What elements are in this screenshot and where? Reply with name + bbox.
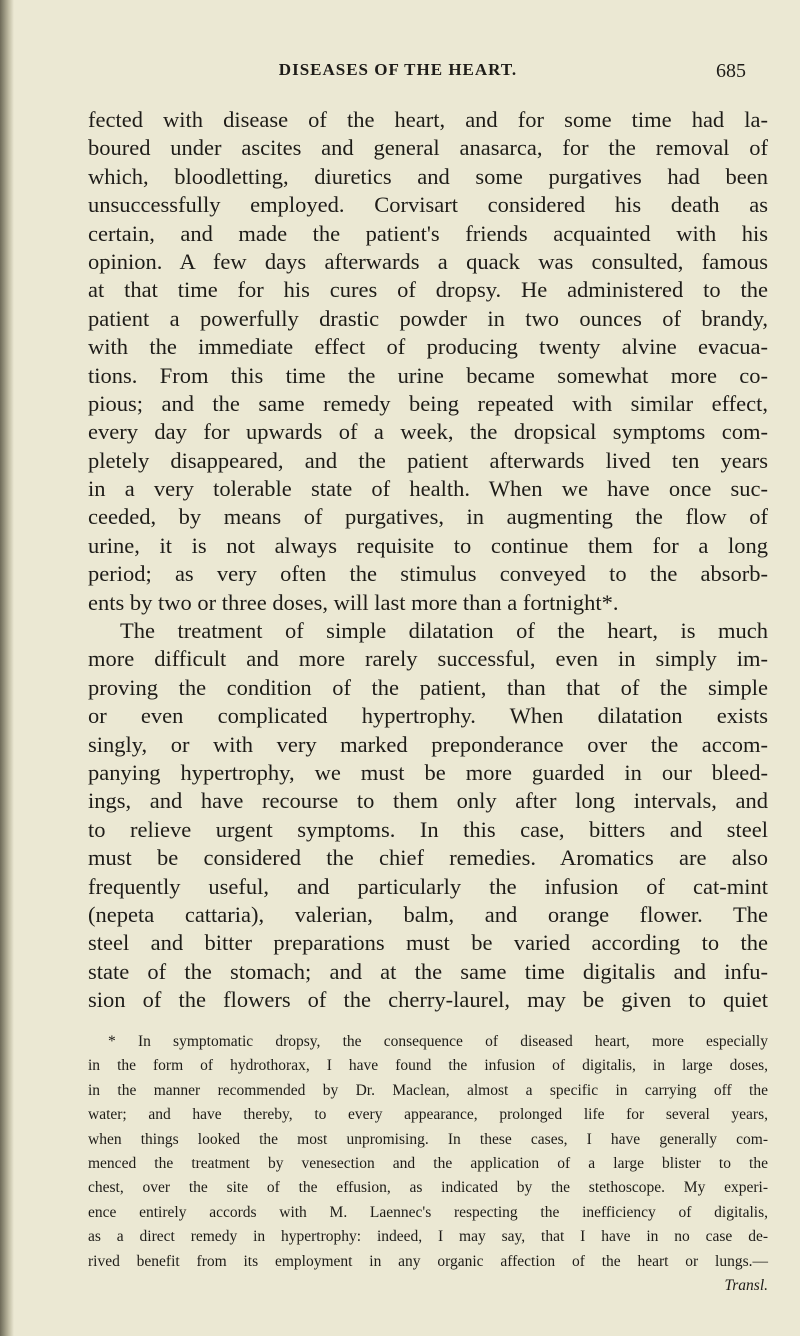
text-line: The treatment of simple dilatation of the heart, is much [120, 618, 768, 644]
text-line: ings, and have recourse to them only after long intervals, and [88, 788, 768, 814]
text-line: opinion. A few days afterwards a quack was consulted, famous [88, 248, 768, 274]
footnote-line: in the form of hydrothorax, I have found the infusion of digitalis, in large doses, [88, 1057, 768, 1075]
footnote-line: rived benefit from its employment in any organic affection of the heart or lungs.— [88, 1252, 768, 1270]
text-line: urine, it is not always requisite to continue them for a long [88, 532, 768, 558]
text-line: patient a powerfully drastic powder in two ounces of brandy, [88, 305, 768, 331]
text-line: in a very tolerable state of health. When we have once suc- [88, 476, 768, 502]
text-line: pletely disappeared, and the patient afterwards lived ten years [88, 447, 768, 473]
footnote-line: menced the treatment by venesection and the application of a large blister to the [88, 1154, 768, 1172]
body-text [88, 106, 768, 1015]
text-line: unsuccessfully employed. Corvisart considered his death as [88, 192, 768, 218]
text-line: steel and bitter preparations must be varied according to the [88, 930, 768, 956]
text-line: pious; and the same remedy being repeated with similar effect, [88, 390, 768, 416]
footnote [88, 1030, 768, 1298]
text-line: period; as very often the stimulus conveyed to the absorb- [88, 561, 768, 587]
footnote-line: when things looked the most unpromising. In these cases, I have generally com- [88, 1130, 768, 1148]
text-line: or even complicated hypertrophy. When dilatation exists [88, 703, 768, 729]
text-line: at that time for his cures of dropsy. He administered to the [88, 277, 768, 303]
text-line: with the immediate effect of producing twenty alvine evacua- [88, 334, 768, 360]
footnote-line: water; and have thereby, to every appearance, prolonged life for several years, [88, 1106, 768, 1124]
text-line: singly, or with very marked preponderance over the accom- [88, 731, 768, 757]
text-line: which, bloodletting, diuretics and some purgatives had been [88, 163, 768, 189]
text-line: more difficult and more rarely successful, even in simply im- [88, 646, 768, 672]
text-line: fected with disease of the heart, and for some time had la- [88, 107, 768, 132]
footnote-line: chest, over the site of the effusion, as indicated by the stethoscope. My experi- [88, 1179, 768, 1197]
running-title: DISEASES OF THE HEART. [278, 60, 518, 79]
text-line: ceeded, by means of purgatives, in augmenting the flow of [88, 504, 768, 530]
footnote-line: * In symptomatic dropsy, the consequence of diseased heart, more especially [108, 1033, 768, 1050]
text-line: tions. From this time the urine became somewhat more co- [88, 362, 768, 388]
text-line: sion of the flowers of the cherry-laurel, may be given to quiet [88, 987, 768, 1013]
text-line: proving the condition of the patient, than that of the simple [88, 674, 768, 700]
text-line: every day for upwards of a week, the dropsical symptoms com- [88, 419, 768, 445]
page-number: 685 [716, 60, 746, 82]
footnote-line: Transl. [724, 1276, 768, 1294]
text-line: state of the stomach; and at the same time digitalis and infu- [88, 958, 768, 984]
binding-shadow [0, 0, 14, 1336]
text-line: certain, and made the patient's friends acquainted with his [88, 220, 768, 246]
text-line: must be considered the chief remedies. Aromatics are also [88, 845, 768, 871]
footnote-line: ence entirely accords with M. Laennec's respecting the inefficiency of digitalis, [88, 1203, 768, 1221]
text-line: to relieve urgent symptoms. In this case, bitters and steel [88, 816, 768, 842]
footnote-line: in the manner recommended by Dr. Maclean, almost a specific in carrying off the [88, 1081, 768, 1099]
running-header [88, 60, 768, 84]
text-line: ents by two or three doses, will last more than a fortnight*. [88, 589, 619, 615]
text-line: boured under ascites and general anasarca, for the removal of [88, 135, 768, 161]
footnote-line: as a direct remedy in hypertrophy: indeed, I may say, that I have in no case de- [88, 1228, 768, 1246]
text-line: frequently useful, and particularly the infusion of cat-mint [88, 873, 768, 899]
text-line: panying hypertrophy, we must be more guarded in our bleed- [88, 759, 768, 785]
text-line: (nepeta cattaria), valerian, balm, and orange flower. The [88, 901, 768, 927]
